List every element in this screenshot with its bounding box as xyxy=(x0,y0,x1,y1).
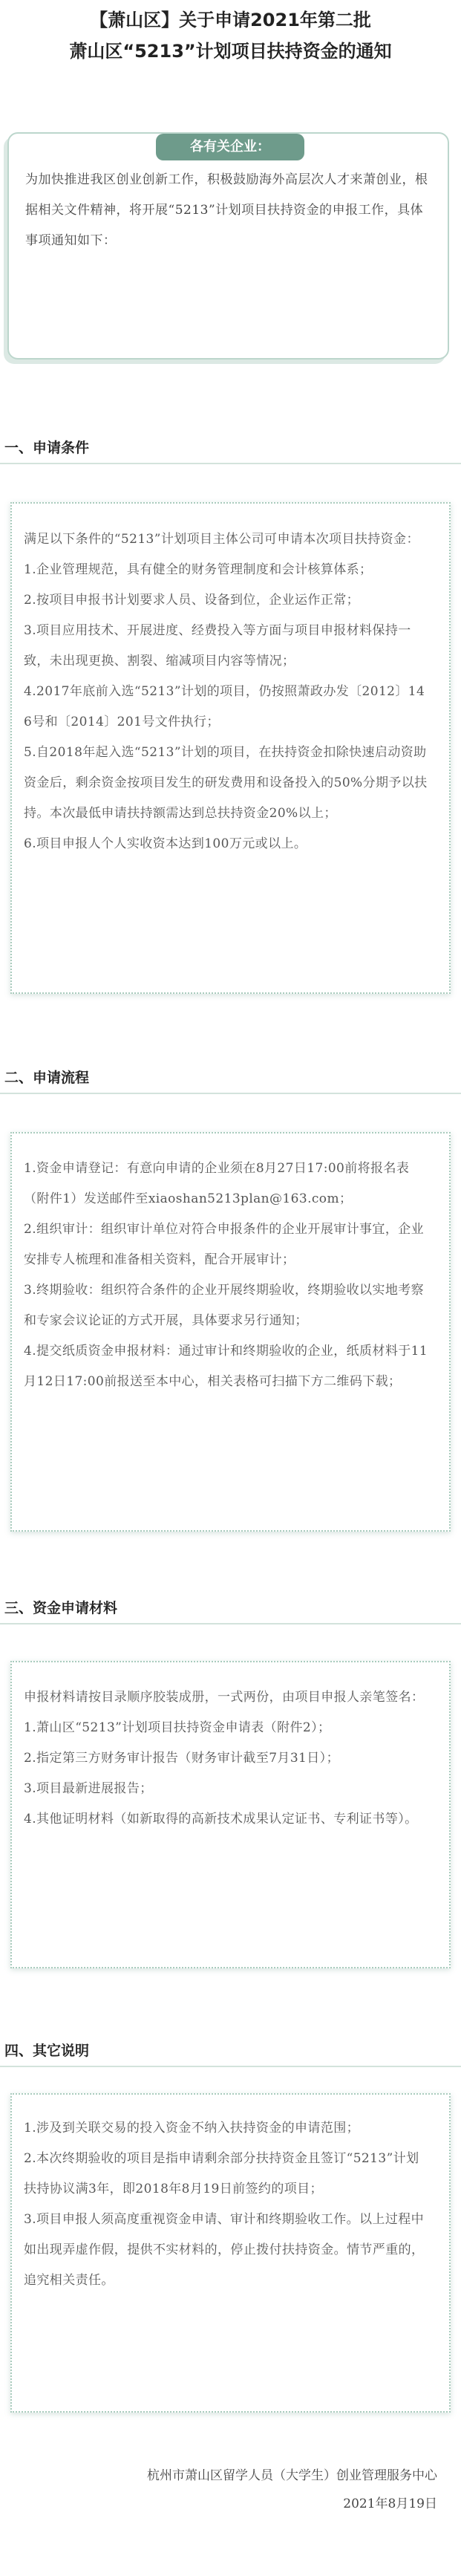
section-divider xyxy=(0,1623,461,1624)
paragraph: 3.项目最新进展报告； xyxy=(24,1781,153,1796)
section-divider xyxy=(0,1093,461,1094)
paragraph: 4.2017年底前入选“5213”计划的项目，仍按照萧政办发〔2012〕146号和〔2014〕201号文件执行； xyxy=(24,684,425,729)
section-heading-process: 二、申请流程 xyxy=(4,1070,90,1086)
paragraph: 1.资金申请登记：有意向申请的企业须在8月27日17:00前将报名表（附件1）发送邮件至xiaoshan5213plan@163.com； xyxy=(24,1161,410,1206)
paragraph: 3.终期验收：组织符合条件的企业开展终期验收，终期验收以实地考察和专家会议论证的方式开展，具体要求另行通知； xyxy=(24,1283,425,1328)
title-line-2: 萧山区“5213”计划项目扶持资金的通知 xyxy=(69,41,392,62)
materials-body xyxy=(24,1682,428,1835)
paragraph: 4.提交纸质资金申报材料：通过审计和终期验收的企业，纸质材料于11月12日17:00前报送至本中心，相关表格可扫描下方二维码下载； xyxy=(24,1344,428,1389)
paragraph: 2.指定第三方财务审计报告（财务审计截至7月31日）； xyxy=(24,1751,339,1766)
paragraph: 1.萧山区“5213”计划项目扶持资金申请表（附件2）； xyxy=(24,1720,331,1735)
process-body xyxy=(24,1154,428,1397)
paragraph: 满足以下条件的“5213”计划项目主体公司可申请本次项目扶持资金： xyxy=(24,532,419,547)
paragraph: 6.项目申报人个人实收资本达到100万元或以上。 xyxy=(24,836,307,851)
footer-org: 杭州市萧山区留学人员（大学生）创业管理服务中心 xyxy=(147,2468,437,2483)
paragraph: 4.其他证明材料（如新取得的高新技术成果认定证书、专利证书等）。 xyxy=(24,1812,418,1827)
conditions-body xyxy=(24,524,428,859)
paragraph: 1.涉及到关联交易的投入资金不纳入扶持资金的申请范围； xyxy=(24,2121,360,2136)
section-heading-materials: 三、资金申请材料 xyxy=(4,1600,118,1616)
title-line-1: 【萧山区】关于申请2021年第二批 xyxy=(90,10,371,30)
intro-text: 为加快推进我区创业创新工作，积极鼓励海外高层次人才来萧创业，根据相关文件精神，将开展“5213”计划项目扶持资金的申报工作，具体事项通知如下： xyxy=(25,172,428,248)
paragraph: 2.组织审计：组织审计单位对符合申报条件的企业开展审计事宜，企业安排专人梳理和准备相关资料，配合开展审计； xyxy=(24,1222,425,1267)
footer-date: 2021年8月19日 xyxy=(343,2497,437,2511)
section-divider xyxy=(0,2066,461,2067)
section-divider xyxy=(0,463,461,464)
section-heading-notes: 四、其它说明 xyxy=(4,2043,90,2059)
section-heading-conditions: 一、申请条件 xyxy=(4,440,90,456)
page-title xyxy=(0,4,461,67)
paragraph: 1.企业管理规范，具有健全的财务管理制度和会计核算体系； xyxy=(24,562,373,577)
intro-tag: 各有关企业： xyxy=(156,134,304,160)
paragraph: 申报材料请按目录顺序胶装成册，一式两份，由项目申报人亲笔签名： xyxy=(24,1690,425,1705)
paragraph: 3.项目应用技术、开展进度、经费投入等方面与项目申报材料保持一致，未出现更换、割裂、缩减项目内容等情况； xyxy=(24,623,411,669)
paragraph: 2.本次终期验收的项目是指申请剩余部分扶持资金且签订“5213”计划扶持协议满3年，即2018年8月19日前签约的项目； xyxy=(24,2151,419,2196)
paragraph: 2.按项目申报书计划要求人员、设备到位，企业运作正常； xyxy=(24,593,360,608)
paragraph: 5.自2018年起入选“5213”计划的项目，在扶持资金扣除快速启动资助资金后，剩余资金按项目发生的研发费用和设备投入的50%分期予以扶持。本次最低申请扶持额需达到总扶持资金20%以上； xyxy=(24,745,428,821)
footer xyxy=(147,2462,437,2518)
notes-body xyxy=(24,2113,428,2296)
paragraph: 3.项目申报人须高度重视资金申请、审计和终期验收工作。以上过程中如出现弄虚作假，提供不实材料的，停止拨付扶持资金。情节严重的，追究相关责任。 xyxy=(24,2212,425,2288)
